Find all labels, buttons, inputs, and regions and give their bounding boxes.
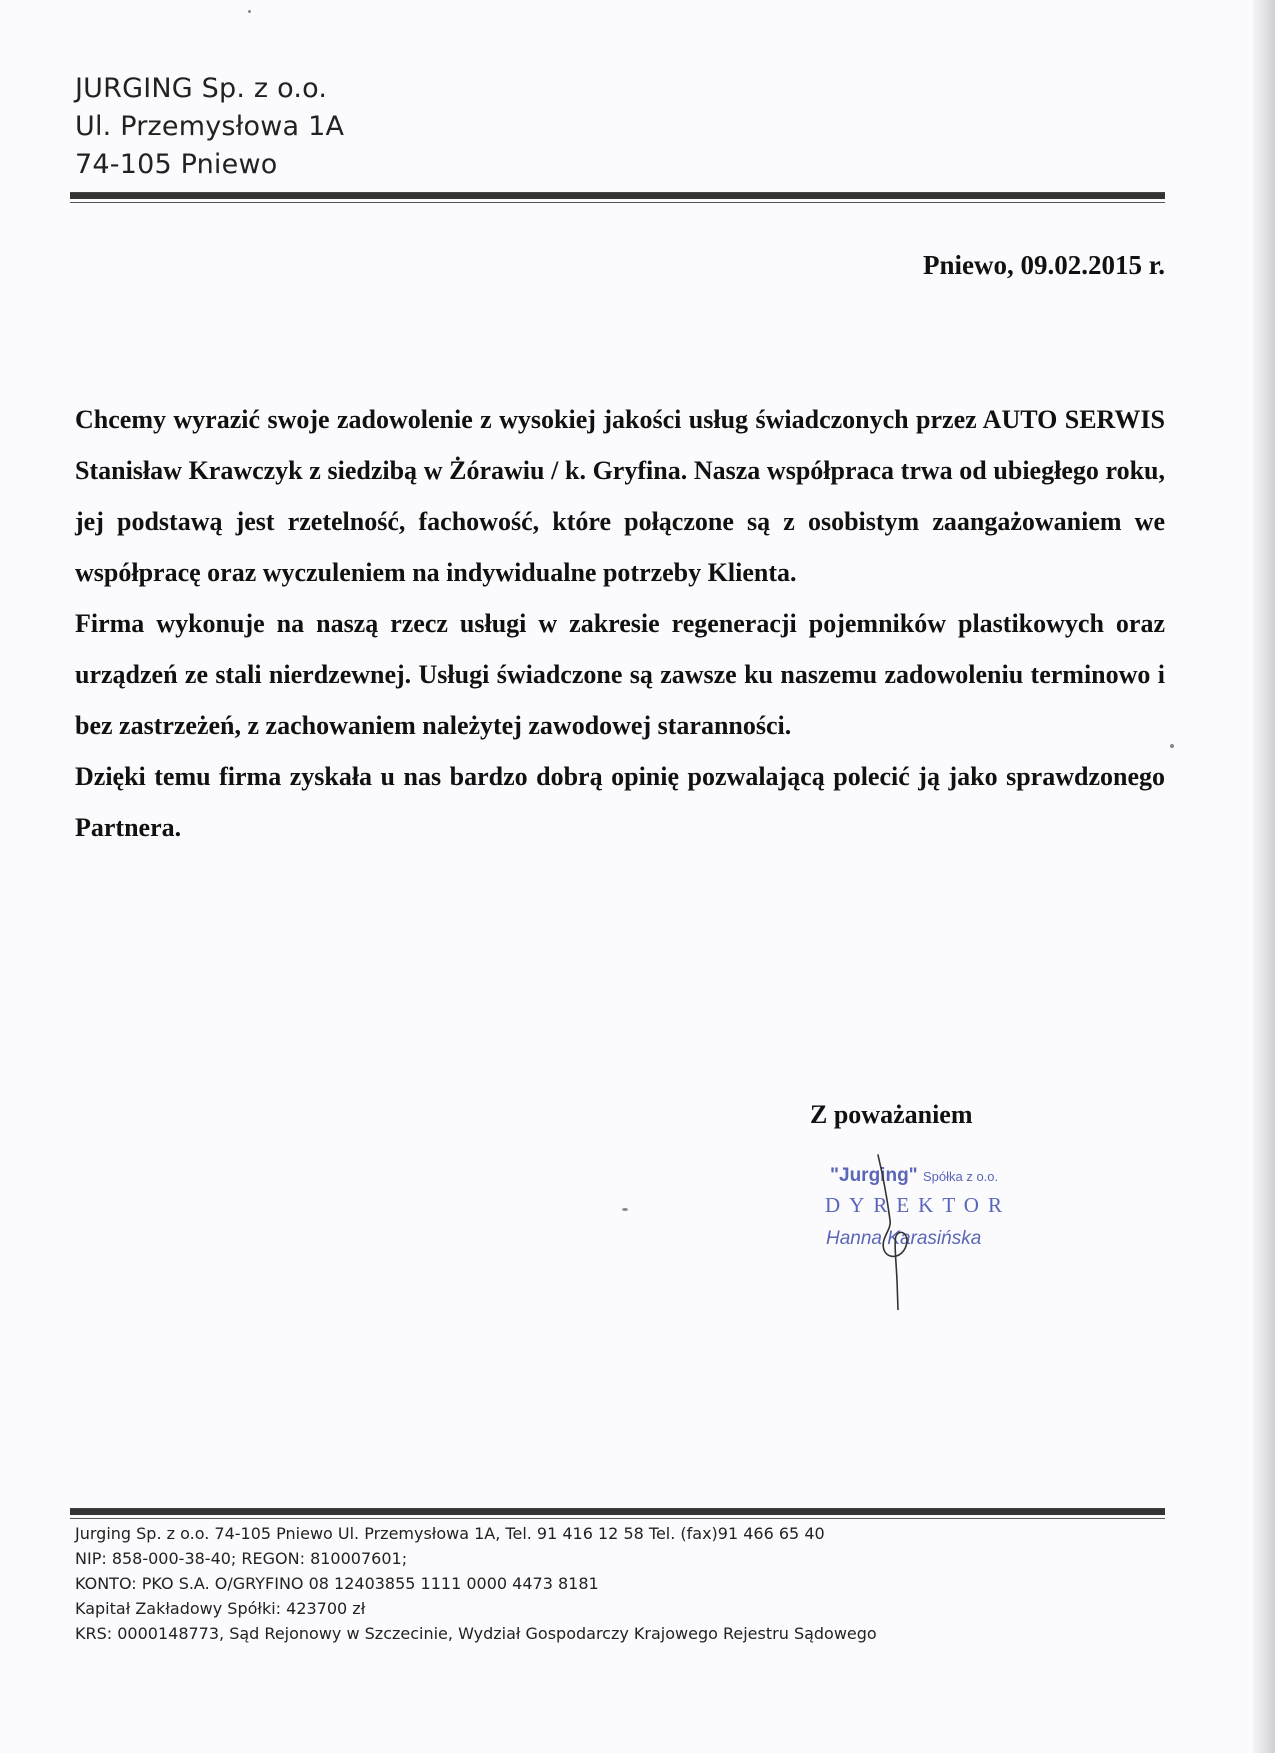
letter-footer xyxy=(75,1521,877,1646)
stamp-company-suffix: Spółka z o.o. xyxy=(922,1169,999,1184)
scan-speck xyxy=(622,1208,628,1211)
footer-share-capital: Kapitał Zakładowy Spółki: 423700 zł xyxy=(75,1599,366,1618)
footer-krs: KRS: 0000148773, Sąd Rejonowy w Szczecinie, Wydział Gospodarczy Krajowego Rejestru Sądowego xyxy=(75,1624,877,1643)
footer-bank-account: KONTO: PKO S.A. O/GRYFINO 08 12403855 1111 0000 4473 8181 xyxy=(75,1574,599,1593)
stamp-company: "Jurging" xyxy=(830,1165,918,1186)
footer-tax-ids: NIP: 858-000-38-40; REGON: 810007601; xyxy=(75,1549,408,1568)
stamp-title: DYREKTOR xyxy=(825,1193,1011,1217)
paragraph: Chcemy wyrazić swoje zadowolenie z wysokiej jakości usług świadczonych przez AUTO SERWIS Stanisław Krawczyk z siedzibą w Żórawiu / k. Gryfina. Nasza współpraca trwa od ubiegłego roku, jej podstawą jest rzetelność, fachowość, które połączone są z osobistym zaangażowaniem we współpracę oraz wyczuleniem na indywidualne potrzeby Klienta. xyxy=(75,405,1165,587)
letter-body xyxy=(75,394,1165,853)
footer-rule xyxy=(70,1508,1165,1515)
scan-edge xyxy=(1253,0,1275,1753)
company-name: JURGING Sp. z o.o. xyxy=(75,73,328,104)
company-city: 74-105 Pniewo xyxy=(75,149,278,180)
company-street: Ul. Przemysłowa 1A xyxy=(75,111,345,142)
header-rule xyxy=(70,192,1165,199)
scan-speck xyxy=(1170,744,1174,748)
scan-speck xyxy=(248,10,251,13)
letterhead xyxy=(75,70,344,184)
closing-salutation: Z poważaniem xyxy=(810,1100,973,1129)
footer-address: Jurging Sp. z o.o. 74-105 Pniewo Ul. Przemysłowa 1A, Tel. 91 416 12 58 Tel. (fax)91 466 65 40 xyxy=(75,1524,825,1543)
paragraph: Dzięki temu firma zyskała u nas bardzo dobrą opinię pozwalającą polecić ją jako sprawdzonego Partnera. xyxy=(75,762,1165,842)
paragraph: Firma wykonuje na naszą rzecz usługi w zakresie regeneracji pojemników plastikowych oraz urządzeń ze stali nierdzewnej. Usługi świadczone są zawsze ku naszemu zadowoleniu terminowo i bez zastrzeżeń, z zachowaniem należytej zawodowej staranności. xyxy=(75,609,1165,740)
handwritten-signature xyxy=(850,1150,940,1310)
stamp-name: Hanna Karasińska xyxy=(826,1228,982,1249)
letter-date: Pniewo, 09.02.2015 r. xyxy=(923,250,1165,280)
